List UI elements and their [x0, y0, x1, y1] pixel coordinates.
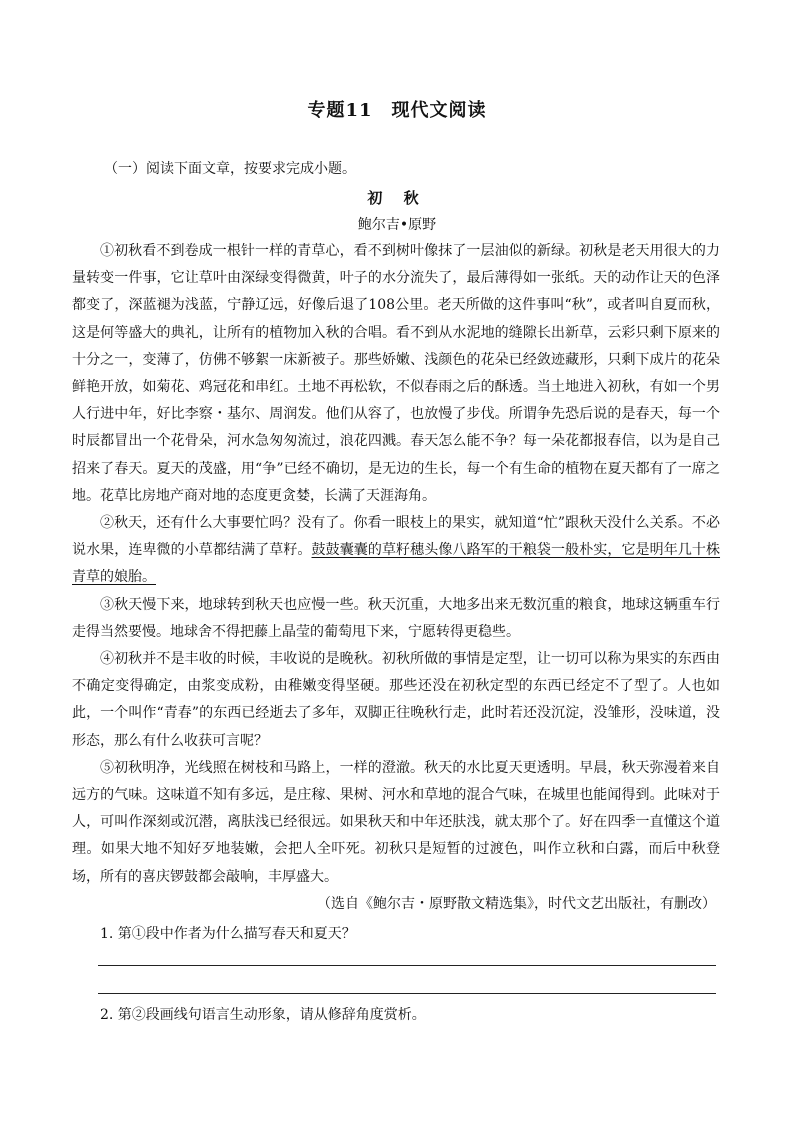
article-body [72, 238, 720, 891]
question-2: 2. 第②段画线句语言生动形象，请从修辞角度赏析。 [100, 1007, 426, 1023]
answer-line [98, 965, 716, 966]
paragraph-1: ①初秋看不到卷成一根针一样的青草心，看不到树叶像抹了一层油似的新绿。初秋是老天用很大的力量转变一件事，它让草叶由深绿变得微黄，叶子的水分流失了，最后薄得如一张纸。天的动作让天的色泽都变了，深蓝褪为浅蓝，宁静辽远，好像后退了108公里。老天所做的这件事叫“秋”，或者叫自夏而秋，这是何等盛大的典礼，让所有的植物加入秋的合唱。看不到从水泥地的缝隙长出新草，云彩只剩下原来的十分之一，变薄了，仿佛不够絮一床新被子。那些娇嫩、浅颜色的花朵已经敛迹藏形，只剩下成片的花朵鲜艳开放，如菊花、鸡冠花和串红。土地不再松软，不似春雨之后的酥透。当土地进入初秋，有如一个男人行进中年，好比李察・基尔、周润发。他们从容了，也放慢了步伐。所谓争先恐后说的是春天，每一个时辰都冒出一个花骨朵，河水急匆匆流过，浪花四溅。春天怎么能不争？每一朵花都报春信，以为是自己招来了春天。夏天的茂盛，用“争”已经不确切，是无边的生长，每一个有生命的植物在夏天都有了一席之地。花草比房地产商对地的态度更贪婪，长满了天涯海角。 [72, 243, 720, 504]
paragraph-3: ③秋天慢下来，地球转到秋天也应慢一些。秋天沉重，大地多出来无数沉重的粮食，地球这辆重车行走得当然要慢。地球舍不得把藤上晶莹的葡萄甩下来，宁愿转得更稳些。 [72, 596, 720, 640]
page-title: 专题11 现代文阅读 [307, 100, 487, 121]
answer-line [98, 993, 716, 994]
paragraph-2 [72, 510, 720, 592]
article-source: （选自《鲍尔吉・原野散文精选集》，时代文艺出版社，有删改） [317, 896, 716, 912]
reading-instruction: （一）阅读下面文章，按要求完成小题。 [104, 161, 356, 177]
question-1: 1. 第①段中作者为什么描写春天和夏天？ [100, 926, 356, 942]
paragraph-5: ⑤初秋明净，光线照在树枝和马路上，一样的澄澈。秋天的水比夏天更透明。早晨，秋天弥漫着来自远方的气味。这味道不知有多远，是庄稼、果树、河水和草地的混合气味，在城里也能闻得到。此味对于人，可叫作深刻或沉潜，离肤浅已经很远。如果秋天和中年还肤浅，就太那个了。好在四季一直懂这个道理。如果大地不知好歹地装嫩，会把人全吓死。初秋只是短暂的过渡色，叫作立秋和白露，而后中秋登场，所有的喜庆锣鼓都会敲响，丰厚盛大。 [72, 759, 720, 885]
paragraph-2-text: ②秋天，还有什么大事要忙吗？没有了。你看一眼枝上的果实，就知道“忙”跟秋天没什么关系。不必说水果，连卑微的小草都结满了草籽。 [72, 515, 720, 559]
underlined-sentence: 鼓鼓囊囊的草籽穗头像八路军的干粮袋一般朴实，它是明年几十株青草的娘胎。 [72, 542, 721, 586]
article-title: 初 秋 [367, 189, 427, 207]
article-author: 鲍尔吉•原野 [357, 217, 437, 233]
paragraph-4: ④初秋并不是丰收的时候，丰收说的是晚秋。初秋所做的事情是定型，让一切可以称为果实的东西由不确定变得确定，由浆变成粉，由稚嫩变得坚硬。那些还没在初秋定型的东西已经定不了型了。人也如此，一个叫作“青春”的东西已经逝去了多年，双脚正往晚秋行走，此时若还没沉淀，没雏形，没味道，没形态，那么有什么收获可言呢？ [72, 651, 720, 749]
